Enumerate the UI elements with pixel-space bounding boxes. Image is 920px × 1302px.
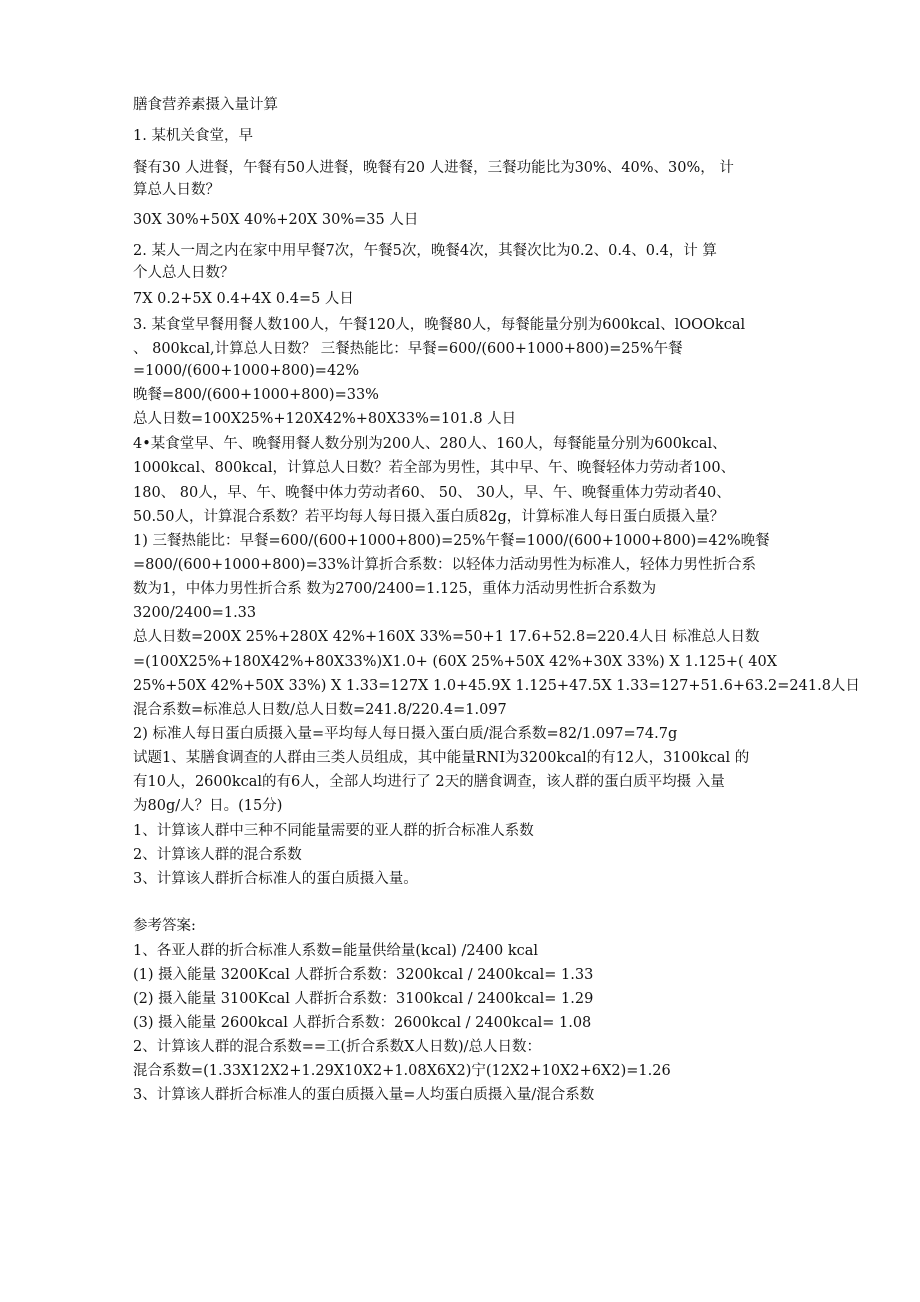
text-line: 有10人，2600kcal的有6人，全部人均进行了 2天的膳食调查，该人群的蛋白质平均摄 入量 bbox=[133, 774, 725, 790]
text-line: 为80g/人？日。(15分) bbox=[133, 798, 283, 814]
text-line: 7Ⅹ 0.2+5Ⅹ 0.4+4Ⅹ 0.4=5 人日 bbox=[133, 291, 354, 307]
text-line: 180、 80人，早、午、晚餐中体力劳动者60、 50、 30人，早、午、晚餐重体力劳动者40、 bbox=[133, 485, 731, 501]
text-line: 餐有30 人进餐，午餐有50人进餐，晚餐有20 人进餐，三餐功能比为30%、40%、30%， 计 bbox=[133, 160, 734, 176]
text-line: (3) 摄入能量 2600kcal 人群折合系数：2600kcal / 2400kcal= 1.08 bbox=[133, 1015, 592, 1031]
text-line: 混合系数=标准总人日数/总人日数=241.8/220.4=1.097 bbox=[133, 702, 507, 718]
text-line: 3. 某食堂早餐用餐人数100人，午餐120人，晚餐80人，每餐能量分别为600kcal、lOOOkcal bbox=[133, 317, 746, 333]
text-line: 、 800kcal,计算总人日数？ 三餐热能比：早餐=600/(600+1000+800)=25%午餐 bbox=[133, 341, 683, 357]
text-line: 4•某食堂早、午、晚餐用餐人数分别为200人、280人、160人，每餐能量分别为600kcal、 bbox=[133, 436, 727, 452]
text-line: 总人日数=200Ⅹ 25%+280Ⅹ 42%+160Ⅹ 33%=50+1 17.6+52.8=220.4人日 标准总人日数 bbox=[133, 629, 760, 645]
text-line: =(100Ⅹ25%+180Ⅹ42%+80Ⅹ33%)Ⅹ1.0+ (60Ⅹ 25%+50Ⅹ 42%+30Ⅹ 33%) Ⅹ 1.125+( 40Ⅹ bbox=[133, 654, 778, 670]
text-line: 总人日数=100Ⅹ25%+120Ⅹ42%+80Ⅹ33%=101.8 人日 bbox=[133, 411, 517, 427]
text-line: 晚餐=800/(600+1000+800)=33% bbox=[133, 387, 379, 403]
text-line: 25%+50Ⅹ 42%+50Ⅹ 33%) Ⅹ 1.33=127Ⅹ 1.0+45.9Ⅹ 1.125+47.5Ⅹ 1.33=127+51.6+63.2=241.8人日 bbox=[133, 678, 860, 694]
text-line: 试题1、某膳食调查的人群由三类人员组成，其中能量RNI为3200kcal的有12人，3100kcal 的 bbox=[133, 750, 750, 766]
text-line: (2) 摄入能量 3100Kcal 人群折合系数：3100kcal / 2400kcal= 1.29 bbox=[133, 991, 594, 1007]
text-line: 算总人日数？ bbox=[133, 182, 220, 198]
text-line: 30Ⅹ 30%+50Ⅹ 40%+20Ⅹ 30%=35 人日 bbox=[133, 212, 419, 228]
text-line: 2、计算该人群的混合系数==工(折合系数Ⅹ人日数)/总人日数： bbox=[133, 1039, 542, 1055]
text-line: 50.50人，计算混合系数？若平均每人每日摄入蛋白质82g，计算标准人每日蛋白质摄入量？ bbox=[133, 509, 725, 525]
text-line: 1、各亚人群的折合标准人系数=能量供给量(kcal) /2400 kcal bbox=[133, 943, 539, 959]
text-line: 个人总人日数？ bbox=[133, 265, 235, 281]
text-line: 1、计算该人群中三种不同能量需要的亚人群的折合标准人系数 bbox=[133, 823, 534, 839]
text-line: 混合系数=(1.33Ⅹ12Ⅹ2+1.29Ⅹ10Ⅹ2+1.08Ⅹ6Ⅹ2)宁(12Ⅹ2+10Ⅹ2+6Ⅹ2)=1.26 bbox=[133, 1063, 671, 1079]
text-line: 数为1，中体力男性折合系 数为2700/2400=1.125，重体力活动男性折合系数为 bbox=[133, 581, 657, 597]
text-line: 1) 三餐热能比：早餐=600/(600+1000+800)=25%午餐=1000/(600+1000+800)=42%晚餐 bbox=[133, 533, 770, 549]
section-heading: 参考答案: bbox=[133, 918, 196, 934]
text-line: 2. 某人一周之内在家中用早餐7次，午餐5次，晚餐4次，其餐次比为0.2、0.4、0.4，计 算 bbox=[133, 243, 717, 259]
document-title: 膳食营养素摄入量计算 bbox=[133, 97, 278, 113]
text-line: 1. 某机关食堂，早 bbox=[133, 128, 253, 144]
text-line: 2) 标准人每日蛋白质摄入量=平均每人每日摄入蛋白质/混合系数=82/1.097=74.7g bbox=[133, 726, 678, 742]
text-line: 3200/2400=1.33 bbox=[133, 605, 257, 621]
text-line: 2、计算该人群的混合系数 bbox=[133, 847, 302, 863]
text-line: 1000kcal、800kcal，计算总人日数？若全部为男性，其中早、午、晚餐轻体力劳动者100、 bbox=[133, 460, 736, 476]
text-line: (1) 摄入能量 3200Kcal 人群折合系数：3200kcal / 2400kcal= 1.33 bbox=[133, 967, 594, 983]
text-line: 3、计算该人群折合标准人的蛋白质摄入量。 bbox=[133, 871, 418, 887]
text-line: =800/(600+1000+800)=33%计算折合系数：以轻体力活动男性为标准人，轻体力男性折合系 bbox=[133, 557, 756, 573]
text-line: =1000/(600+1000+800)=42% bbox=[133, 363, 360, 379]
text-line: 3、计算该人群折合标准人的蛋白质摄入量=人均蛋白质摄入量/混合系数 bbox=[133, 1087, 595, 1103]
